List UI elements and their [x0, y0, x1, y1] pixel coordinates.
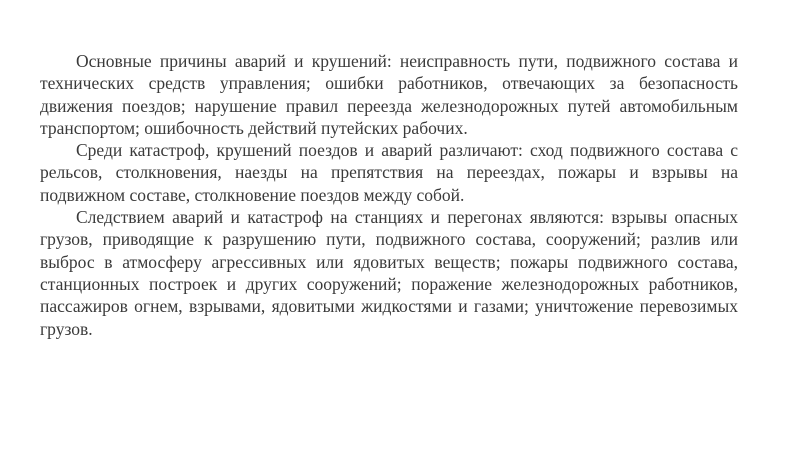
- paragraph-consequences: Следствием аварий и катастроф на станциях и перегонах являются: взрывы опасных грузов, приводящие к разрушению пути, подвижного состава, сооружений; разлив или выброс в атмосферу агрессивных или ядовитых веществ; пожары подвижного состава, станционных построек и других сооружений; поражение железнодорожных работников, пассажиров огнем, взрывами, ядовитыми жидкостями и газами; уничтожение перевозимых грузов.: [40, 207, 738, 339]
- paragraph-causes: Основные причины аварий и крушений: неисправность пути, подвижного состава и технических средств управления; ошибки работников, отвечающих за безопасность движения поездов; нарушение правил переезда железнодорожных путей автомобильным транспортом; ошибочность действий путейских рабочих.: [40, 51, 738, 138]
- paragraph-types: Среди катастроф, крушений поездов и аварий различают: сход подвижного состава с рельсов, столкновения, наезды на препятствия на переездах, пожары и взрывы на подвижном составе, столкновение поездов между собой.: [40, 140, 738, 205]
- text-block: [40, 50, 738, 340]
